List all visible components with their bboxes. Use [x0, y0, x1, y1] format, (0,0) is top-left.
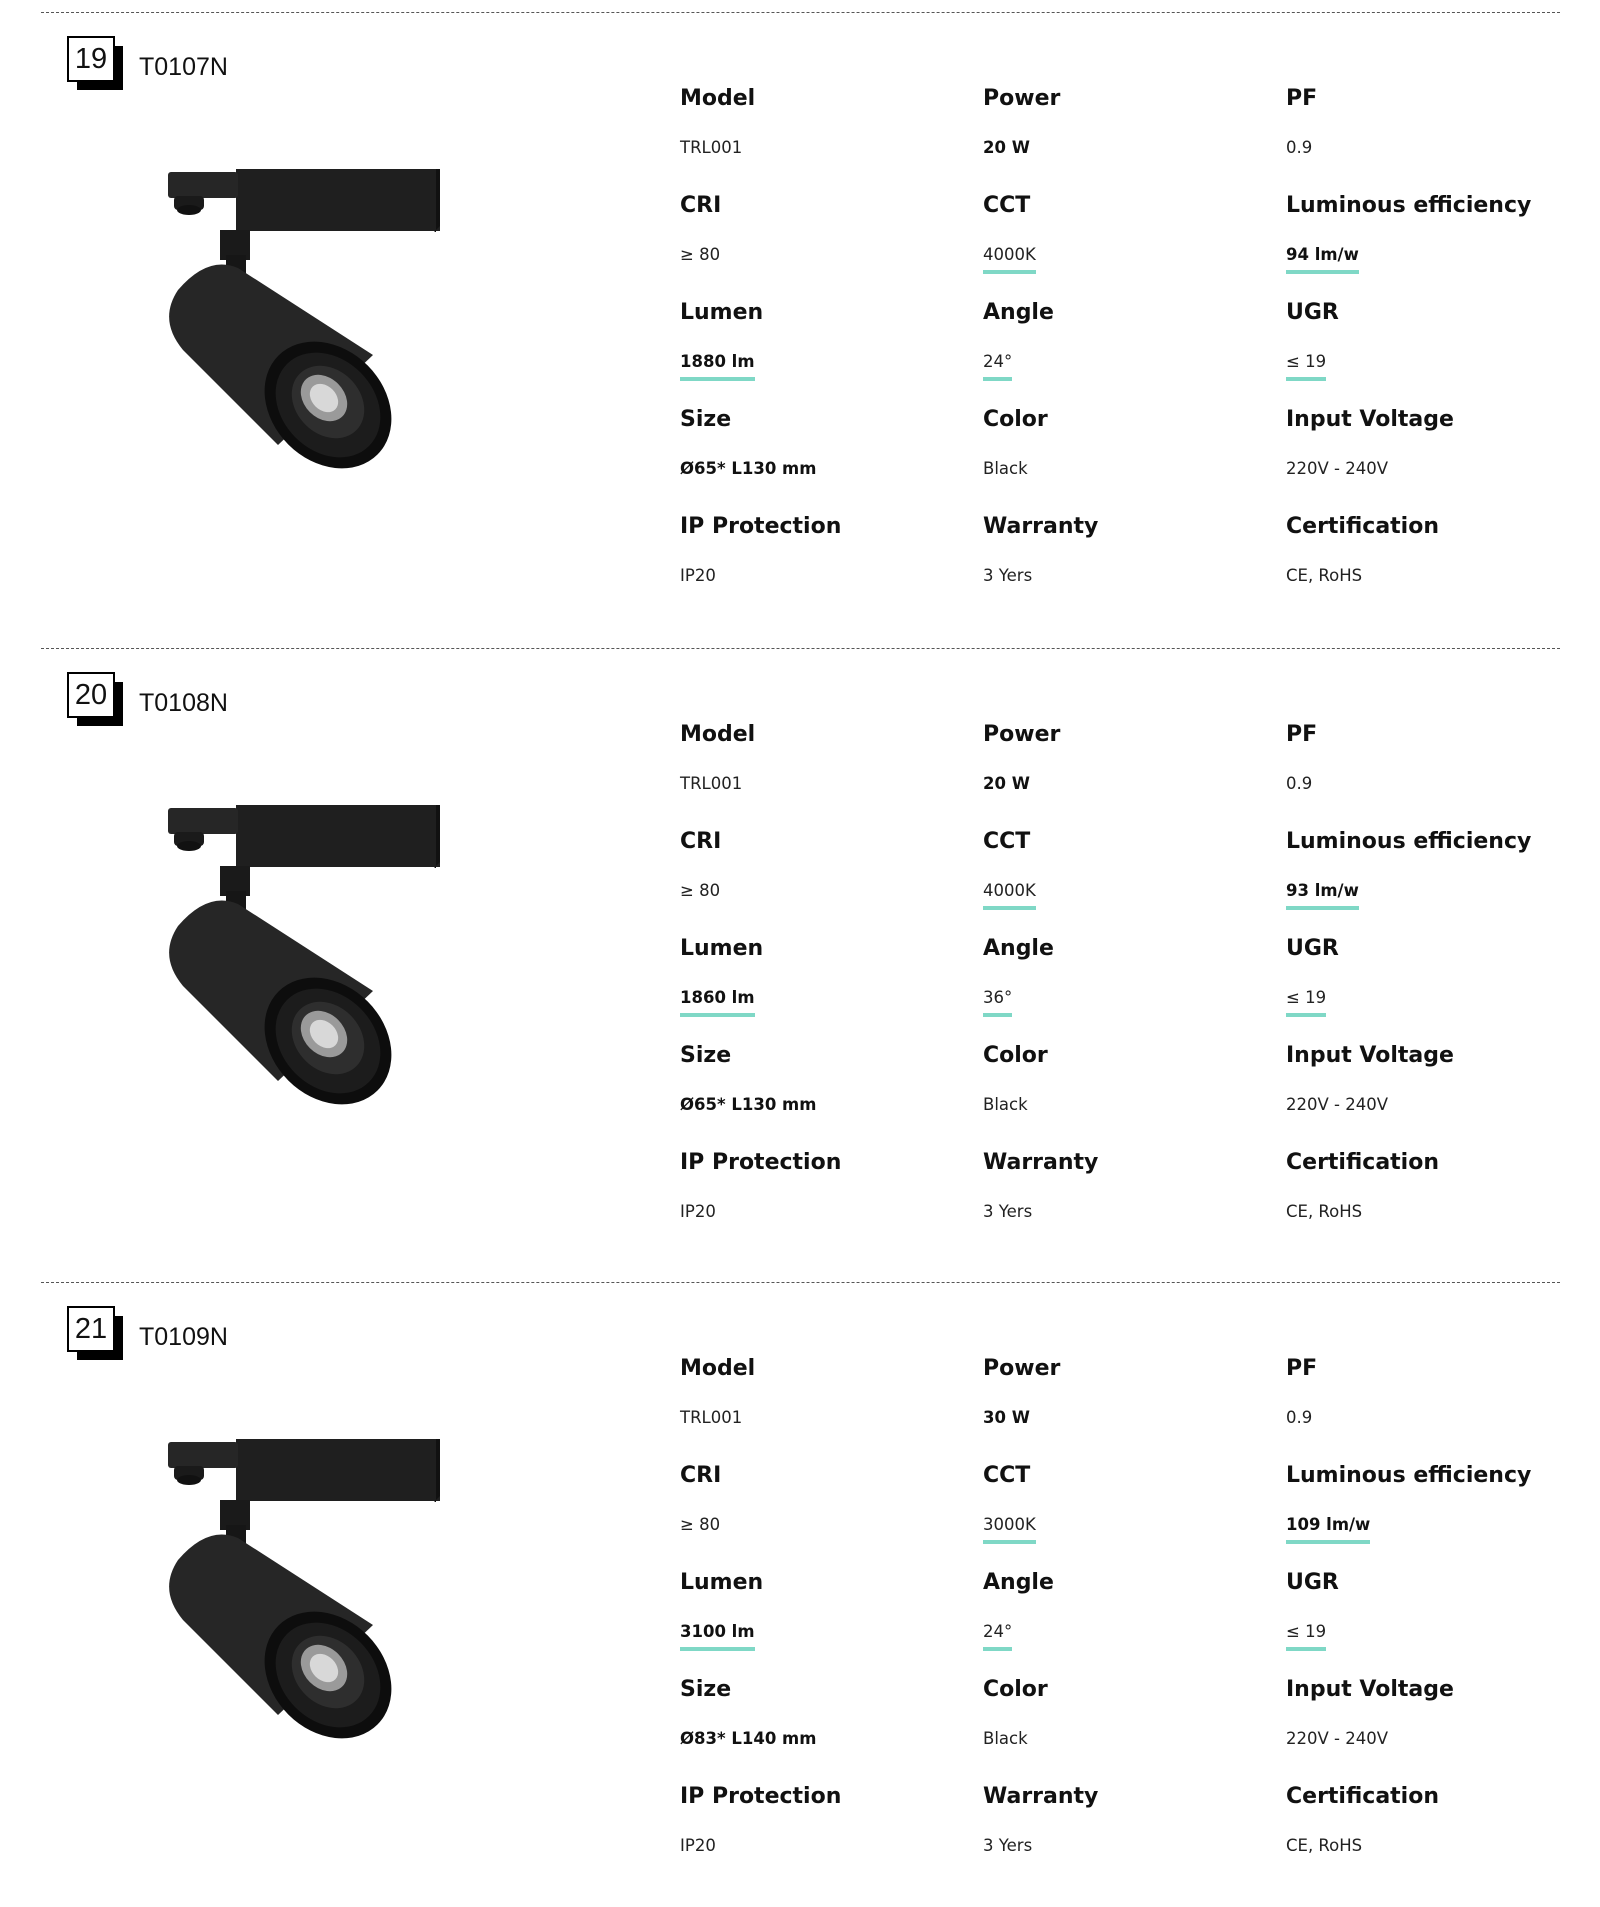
spec-label: CRI	[680, 193, 722, 218]
spec-label: Color	[983, 1043, 1048, 1068]
spec-label: Luminous efficiency	[1286, 193, 1532, 218]
spec-value: 93 lm/w	[1286, 881, 1359, 910]
spec-value: CE, RoHS	[1286, 1836, 1363, 1855]
spec-label: Warranty	[983, 1150, 1099, 1175]
product-code: T0107N	[139, 53, 228, 81]
spec-luminous-efficiency	[1286, 829, 1576, 910]
spec-color	[983, 407, 1273, 484]
spec-label: IP Protection	[680, 1784, 842, 1809]
spec-color	[983, 1677, 1273, 1754]
spec-value: Ø83* L140 mm	[680, 1729, 817, 1748]
spec-cri	[680, 829, 970, 906]
product-number: 20	[67, 672, 115, 718]
spec-power	[983, 1356, 1273, 1433]
spec-value: Black	[983, 1729, 1028, 1748]
spec-value: 220V - 240V	[1286, 1095, 1389, 1114]
spec-value: ≥ 80	[680, 1515, 721, 1534]
spec-luminous-efficiency	[1286, 1463, 1576, 1544]
spec-input-voltage	[1286, 407, 1576, 484]
spec-label: Luminous efficiency	[1286, 1463, 1532, 1488]
spec-label: PF	[1286, 1356, 1318, 1381]
spec-pf	[1286, 86, 1576, 163]
spec-ugr	[1286, 936, 1576, 1017]
spec-label: Model	[680, 1356, 756, 1381]
spec-value: 36°	[983, 988, 1012, 1017]
spec-model	[680, 1356, 970, 1433]
section-divider	[41, 648, 1560, 649]
spec-value: IP20	[680, 1836, 716, 1855]
spec-value: TRL001	[680, 1408, 743, 1427]
spec-certification	[1286, 514, 1576, 591]
spec-label: CCT	[983, 829, 1031, 854]
spec-value: 24°	[983, 1622, 1012, 1651]
spec-value: 1860 lm	[680, 988, 755, 1017]
spec-label: Certification	[1286, 514, 1440, 539]
spec-label: Warranty	[983, 514, 1099, 539]
track-spotlight-image	[158, 1430, 488, 1770]
spec-label: Lumen	[680, 300, 764, 325]
spec-certification	[1286, 1784, 1576, 1861]
spec-cri	[680, 193, 970, 270]
spec-label: Certification	[1286, 1150, 1440, 1175]
spec-size	[680, 1677, 970, 1754]
spec-label: Input Voltage	[1286, 407, 1454, 432]
spec-value: 1880 lm	[680, 352, 755, 381]
spec-value: 0.9	[1286, 774, 1313, 793]
spec-cri	[680, 1463, 970, 1540]
spec-lumen	[680, 300, 970, 381]
spec-label: Angle	[983, 1570, 1054, 1595]
spec-value: 20 W	[983, 774, 1030, 793]
spec-value: ≥ 80	[680, 881, 721, 900]
spec-label: Color	[983, 407, 1048, 432]
spec-value: IP20	[680, 1202, 716, 1221]
section-divider	[41, 1282, 1560, 1283]
spec-label: PF	[1286, 722, 1318, 747]
spec-model	[680, 86, 970, 163]
spec-label: CRI	[680, 829, 722, 854]
spec-label: UGR	[1286, 300, 1339, 325]
track-spotlight-image	[158, 160, 488, 500]
spec-angle	[983, 936, 1273, 1017]
spec-size	[680, 1043, 970, 1120]
spec-value: 4000K	[983, 881, 1036, 910]
spec-pf	[1286, 1356, 1576, 1433]
spec-label: Lumen	[680, 1570, 764, 1595]
spec-label: UGR	[1286, 936, 1339, 961]
spec-label: Power	[983, 722, 1061, 747]
spec-value: CE, RoHS	[1286, 566, 1363, 585]
spec-value: IP20	[680, 566, 716, 585]
spec-value: ≥ 80	[680, 245, 721, 264]
product-number-badge	[67, 1306, 123, 1360]
product-number-badge	[67, 672, 123, 726]
product-number: 19	[67, 36, 115, 82]
spec-value: 20 W	[983, 138, 1030, 157]
spec-value: 3 Yers	[983, 1202, 1033, 1221]
spec-model	[680, 722, 970, 799]
spec-label: IP Protection	[680, 1150, 842, 1175]
spec-label: Angle	[983, 936, 1054, 961]
spec-label: CRI	[680, 1463, 722, 1488]
product-section-20	[0, 636, 1600, 1273]
spec-label: CCT	[983, 1463, 1031, 1488]
spec-label: Certification	[1286, 1784, 1440, 1809]
spec-power	[983, 722, 1273, 799]
spec-size	[680, 407, 970, 484]
spec-value: 0.9	[1286, 138, 1313, 157]
spec-angle	[983, 300, 1273, 381]
spec-label: Size	[680, 1043, 732, 1068]
spec-label: IP Protection	[680, 514, 842, 539]
spec-power	[983, 86, 1273, 163]
spec-label: Luminous efficiency	[1286, 829, 1532, 854]
product-number-badge	[67, 36, 123, 90]
spec-input-voltage	[1286, 1043, 1576, 1120]
spec-value: 3 Yers	[983, 1836, 1033, 1855]
spec-value: 3 Yers	[983, 566, 1033, 585]
spec-certification	[1286, 1150, 1576, 1227]
spec-value: TRL001	[680, 774, 743, 793]
spec-luminous-efficiency	[1286, 193, 1576, 274]
spec-label: Model	[680, 86, 756, 111]
spec-warranty	[983, 1784, 1273, 1861]
spec-ugr	[1286, 300, 1576, 381]
spec-value: 24°	[983, 352, 1012, 381]
spec-cct	[983, 193, 1273, 274]
spec-lumen	[680, 936, 970, 1017]
spec-value: 94 lm/w	[1286, 245, 1359, 274]
spec-value: Black	[983, 1095, 1028, 1114]
spec-ip-protection	[680, 514, 970, 591]
product-code: T0108N	[139, 689, 228, 717]
spec-color	[983, 1043, 1273, 1120]
track-spotlight-image	[158, 796, 488, 1136]
product-section-21	[0, 1270, 1600, 1907]
spec-value: 3100 lm	[680, 1622, 755, 1651]
spec-lumen	[680, 1570, 970, 1651]
product-number: 21	[67, 1306, 115, 1352]
spec-value: CE, RoHS	[1286, 1202, 1363, 1221]
spec-angle	[983, 1570, 1273, 1651]
section-divider	[41, 12, 1560, 13]
spec-label: Model	[680, 722, 756, 747]
spec-value: ≤ 19	[1286, 1622, 1326, 1651]
spec-value: 220V - 240V	[1286, 1729, 1389, 1748]
spec-value: 0.9	[1286, 1408, 1313, 1427]
spec-value: 3000K	[983, 1515, 1036, 1544]
spec-label: Warranty	[983, 1784, 1099, 1809]
product-code: T0109N	[139, 1323, 228, 1351]
spec-input-voltage	[1286, 1677, 1576, 1754]
spec-value: Ø65* L130 mm	[680, 1095, 817, 1114]
spec-ugr	[1286, 1570, 1576, 1651]
spec-value: 109 lm/w	[1286, 1515, 1370, 1544]
spec-value: 220V - 240V	[1286, 459, 1389, 478]
spec-value: ≤ 19	[1286, 352, 1326, 381]
spec-warranty	[983, 1150, 1273, 1227]
spec-label: Input Voltage	[1286, 1677, 1454, 1702]
spec-cct	[983, 829, 1273, 910]
product-section-19	[0, 0, 1600, 637]
spec-label: Power	[983, 1356, 1061, 1381]
spec-label: Input Voltage	[1286, 1043, 1454, 1068]
spec-ip-protection	[680, 1150, 970, 1227]
spec-value: ≤ 19	[1286, 988, 1326, 1017]
spec-label: CCT	[983, 193, 1031, 218]
spec-value: Black	[983, 459, 1028, 478]
spec-value: TRL001	[680, 138, 743, 157]
spec-label: Size	[680, 407, 732, 432]
spec-label: UGR	[1286, 1570, 1339, 1595]
spec-ip-protection	[680, 1784, 970, 1861]
spec-label: Color	[983, 1677, 1048, 1702]
spec-cct	[983, 1463, 1273, 1544]
spec-label: Lumen	[680, 936, 764, 961]
spec-value: 30 W	[983, 1408, 1030, 1427]
spec-warranty	[983, 514, 1273, 591]
spec-label: Angle	[983, 300, 1054, 325]
spec-label: PF	[1286, 86, 1318, 111]
spec-pf	[1286, 722, 1576, 799]
spec-value: Ø65* L130 mm	[680, 459, 817, 478]
spec-label: Power	[983, 86, 1061, 111]
spec-value: 4000K	[983, 245, 1036, 274]
spec-label: Size	[680, 1677, 732, 1702]
